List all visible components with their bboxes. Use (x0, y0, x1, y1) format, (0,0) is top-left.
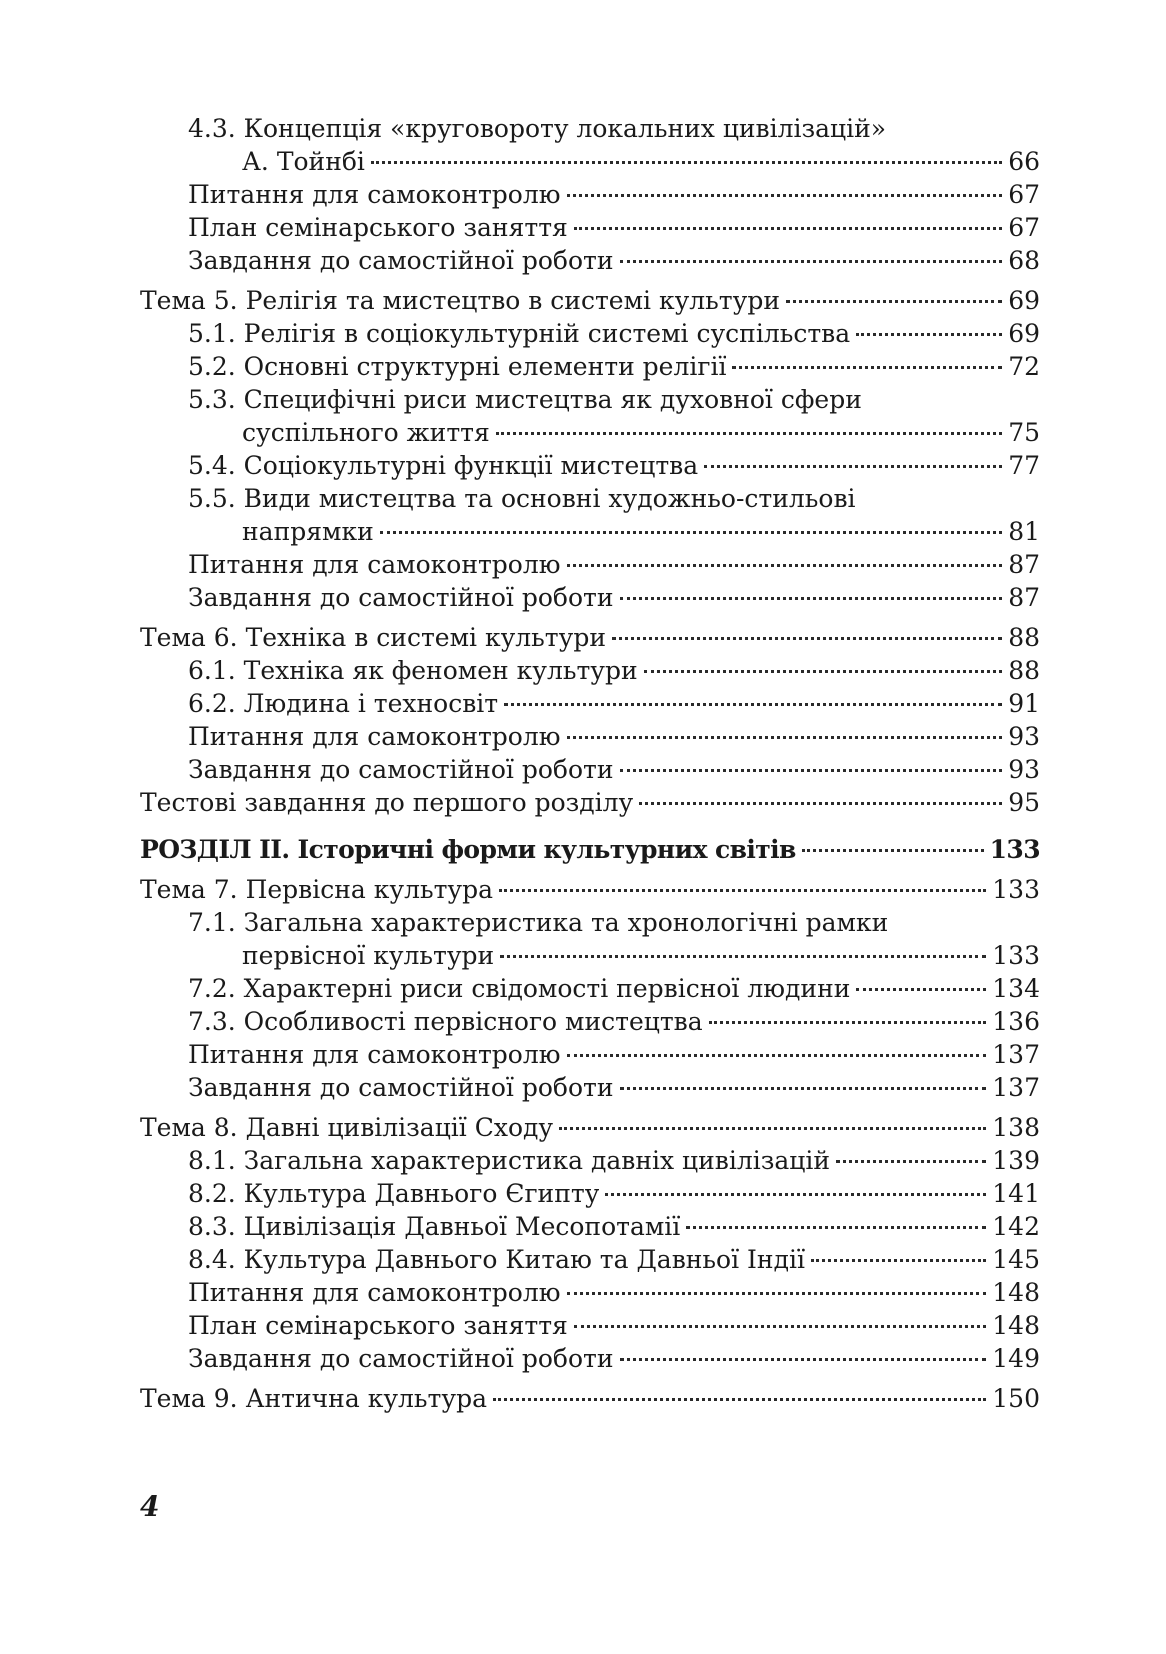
dot-leader (811, 1259, 986, 1262)
toc-entry-row (188, 720, 1040, 753)
toc-entry-row (188, 1210, 1040, 1243)
toc-page-number: 145 (992, 1245, 1040, 1274)
toc-entry-row (188, 350, 1040, 383)
toc-page-number: 95 (1008, 788, 1040, 817)
toc-entry-title-line: 7.1. Загальна характеристика та хронологічні рамки (188, 908, 889, 937)
toc-entry-row (188, 654, 1040, 687)
toc-page-number: 69 (1008, 319, 1040, 348)
dot-leader (605, 1193, 986, 1196)
toc-page-number: 87 (1008, 550, 1040, 579)
toc-entry-row (188, 145, 1040, 178)
dot-leader (786, 300, 1002, 303)
toc-entry-title: Тема 8. Давні цивілізації Сходу (140, 1113, 554, 1142)
toc-entry-row (140, 1111, 1040, 1144)
dot-leader (493, 1398, 986, 1401)
toc-entry-row (188, 548, 1040, 581)
toc-entry-title-line: 4.3. Концепція «круговороту локальних цивілізацій» (188, 114, 887, 143)
toc-page-number: 67 (1008, 180, 1040, 209)
toc-entry-title: Завдання до самостійної роботи (188, 755, 614, 784)
toc-page-number: 137 (992, 1040, 1040, 1069)
dot-leader (639, 802, 1002, 805)
toc-page-number: 75 (1008, 418, 1040, 447)
toc-entry (140, 317, 1040, 350)
toc-entry-title: Завдання до самостійної роботи (188, 246, 614, 275)
toc-entry-row (188, 515, 1040, 548)
toc-page-number: 137 (992, 1073, 1040, 1102)
dot-leader (620, 260, 1003, 263)
dot-leader (704, 465, 1002, 468)
toc-entry-title: РОЗДІЛ ІІ. Історичні форми культурних світів (140, 835, 796, 864)
toc-entry-title: Тема 6. Техніка в системі культури (140, 623, 607, 652)
toc-entry (140, 1342, 1040, 1375)
toc-entry (140, 178, 1040, 211)
toc-entry-title: Завдання до самостійної роботи (188, 1344, 614, 1373)
toc-entry (140, 548, 1040, 581)
toc-entry-title: Тема 7. Первісна культура (140, 875, 494, 904)
toc-entry-title: суспільного життя (242, 418, 490, 447)
toc-entry-title: Питання для самоконтролю (188, 550, 561, 579)
toc-entry-title: 5.1. Релігія в соціокультурній системі суспільства (188, 319, 851, 348)
dot-leader (612, 637, 1002, 640)
toc-entry (140, 383, 1040, 449)
toc-entry (140, 621, 1040, 654)
toc-entry-row (188, 449, 1040, 482)
toc-entry-row (188, 416, 1040, 449)
toc-entry-title: А. Тойнбі (242, 147, 365, 176)
dot-leader (380, 531, 1002, 534)
page-number: 4 (140, 1490, 160, 1523)
toc-page-number: 93 (1008, 722, 1040, 751)
toc-page-number: 150 (992, 1384, 1040, 1413)
toc-entry-title-line: 5.5. Види мистецтва та основні художньо-стильові (188, 484, 856, 513)
toc-page-number: 88 (1008, 623, 1040, 652)
dot-leader (732, 366, 1002, 369)
toc-page-number: 141 (992, 1179, 1040, 1208)
toc-entry (140, 753, 1040, 786)
toc-entry-title: 7.2. Характерні риси свідомості первісної людини (188, 974, 851, 1003)
toc-entry-row (188, 1038, 1040, 1071)
dot-leader (574, 227, 1002, 230)
toc-entry (140, 1005, 1040, 1038)
toc-entry-title: 6.2. Людина і техносвіт (188, 689, 499, 718)
toc-page-number: 133 (992, 875, 1040, 904)
dot-leader (686, 1226, 986, 1229)
toc-entry-row (188, 1309, 1040, 1342)
toc-entry (140, 581, 1040, 614)
dot-leader (620, 769, 1003, 772)
toc-entry-row (188, 972, 1040, 1005)
toc-page-number: 93 (1008, 755, 1040, 784)
toc-entry-row (188, 939, 1040, 972)
toc-entry-title: Тестові завдання до першого розділу (140, 788, 634, 817)
toc-entry-row (188, 687, 1040, 720)
toc-page-number: 68 (1008, 246, 1040, 275)
toc-entry-row (188, 1342, 1040, 1375)
toc-entry-title: 8.1. Загальна характеристика давніх цивілізацій (188, 1146, 830, 1175)
toc-entry-title: 6.1. Техніка як феномен культури (188, 656, 638, 685)
toc-entry-title: Тема 5. Релігія та мистецтво в системі культури (140, 286, 781, 315)
toc-entry-title: Завдання до самостійної роботи (188, 583, 614, 612)
toc-entry (140, 449, 1040, 482)
toc-page-number: 69 (1008, 286, 1040, 315)
toc-page-number: 148 (992, 1278, 1040, 1307)
toc-page-number: 133 (989, 835, 1040, 864)
toc-entry (140, 906, 1040, 972)
toc-entry-row (188, 1144, 1040, 1177)
toc-entry-title: План семінарського заняття (188, 1311, 568, 1340)
dot-leader (574, 1325, 986, 1328)
dot-leader (559, 1127, 986, 1130)
toc-entry-row (188, 211, 1040, 244)
toc-entry-title: напрямки (242, 517, 374, 546)
toc-entry (140, 284, 1040, 317)
toc-entry-row (140, 621, 1040, 654)
dot-leader (620, 1087, 987, 1090)
toc-page-number: 136 (992, 1007, 1040, 1036)
dot-leader (836, 1160, 986, 1163)
toc-page-number: 142 (992, 1212, 1040, 1241)
toc-entry-row (188, 1177, 1040, 1210)
toc-entry-row (188, 753, 1040, 786)
dot-leader (496, 432, 1002, 435)
toc-entry-row (140, 873, 1040, 906)
toc-page-number: 87 (1008, 583, 1040, 612)
toc-entry (140, 654, 1040, 687)
toc-page-number: 138 (992, 1113, 1040, 1142)
toc-entry-title: 5.2. Основні структурні елементи релігії (188, 352, 727, 381)
dot-leader (709, 1021, 987, 1024)
toc-entry-row (188, 1276, 1040, 1309)
toc-entry-title: Завдання до самостійної роботи (188, 1073, 614, 1102)
toc-entry-title: 8.2. Культура Давнього Єгипту (188, 1179, 600, 1208)
toc-entry (140, 786, 1040, 819)
toc-entry (140, 1309, 1040, 1342)
toc-page-number: 77 (1008, 451, 1040, 480)
dot-leader (567, 194, 1003, 197)
toc-entry-row (188, 1005, 1040, 1038)
toc-entry-row (188, 244, 1040, 277)
dot-leader (620, 597, 1003, 600)
toc-page-number: 134 (992, 974, 1040, 1003)
dot-leader (499, 889, 986, 892)
toc-entry-row (140, 284, 1040, 317)
toc-entry-title-line: 5.3. Специфічні риси мистецтва як духовної сфери (188, 385, 862, 414)
toc-entry (140, 833, 1040, 866)
toc-entry-title: Питання для самоконтролю (188, 722, 561, 751)
toc-page-number: 148 (992, 1311, 1040, 1340)
dot-leader (620, 1358, 987, 1361)
toc-entry-row (188, 581, 1040, 614)
dot-leader (567, 736, 1003, 739)
toc-page-number: 67 (1008, 213, 1040, 242)
toc-entry-row (188, 1243, 1040, 1276)
table-of-contents (140, 112, 1040, 1415)
toc-entry (140, 482, 1040, 548)
toc-entry-title: 5.4. Соціокультурні функції мистецтва (188, 451, 699, 480)
toc-entry-title: Тема 9. Антична культура (140, 1384, 487, 1413)
toc-entry-title: Питання для самоконтролю (188, 1278, 561, 1307)
toc-page-number: 88 (1008, 656, 1040, 685)
toc-entry-title: 8.3. Цивілізація Давньої Месопотамії (188, 1212, 681, 1241)
dot-leader (567, 1292, 987, 1295)
toc-entry-title: 7.3. Особливості первісного мистецтва (188, 1007, 703, 1036)
toc-entry-title: 8.4. Культура Давнього Китаю та Давньої Індії (188, 1245, 805, 1274)
toc-entry (140, 687, 1040, 720)
dot-leader (567, 564, 1003, 567)
toc-entry (140, 1210, 1040, 1243)
toc-page-number: 72 (1008, 352, 1040, 381)
dot-leader (371, 161, 1002, 164)
toc-entry (140, 211, 1040, 244)
toc-entry (140, 873, 1040, 906)
toc-page-number: 133 (992, 941, 1040, 970)
toc-entry (140, 1144, 1040, 1177)
dot-leader (644, 670, 1003, 673)
toc-entry (140, 112, 1040, 178)
toc-entry (140, 972, 1040, 1005)
toc-entry-title: Питання для самоконтролю (188, 1040, 561, 1069)
dot-leader (500, 955, 986, 958)
dot-leader (856, 988, 986, 991)
toc-page-number: 66 (1008, 147, 1040, 176)
toc-entry-row (140, 833, 1040, 866)
toc-entry (140, 1382, 1040, 1415)
toc-entry-title: первісної культури (242, 941, 495, 970)
toc-entry (140, 1071, 1040, 1104)
toc-entry (140, 1111, 1040, 1144)
toc-page-number: 139 (992, 1146, 1040, 1175)
toc-entry-title: Питання для самоконтролю (188, 180, 561, 209)
toc-entry (140, 1177, 1040, 1210)
toc-entry (140, 1038, 1040, 1071)
dot-leader (567, 1054, 987, 1057)
toc-page-number: 91 (1008, 689, 1040, 718)
toc-entry-title: План семінарського заняття (188, 213, 568, 242)
toc-entry (140, 1243, 1040, 1276)
toc-entry-row (188, 1071, 1040, 1104)
toc-page-number: 149 (992, 1344, 1040, 1373)
dot-leader (802, 849, 984, 852)
toc-entry (140, 1276, 1040, 1309)
toc-entry-row (188, 178, 1040, 211)
toc-entry-row (140, 786, 1040, 819)
toc-page-number: 81 (1008, 517, 1040, 546)
toc-entry (140, 720, 1040, 753)
dot-leader (504, 703, 1002, 706)
toc-entry (140, 350, 1040, 383)
dot-leader (856, 333, 1002, 336)
toc-entry-row (140, 1382, 1040, 1415)
toc-entry (140, 244, 1040, 277)
toc-entry-row (188, 317, 1040, 350)
